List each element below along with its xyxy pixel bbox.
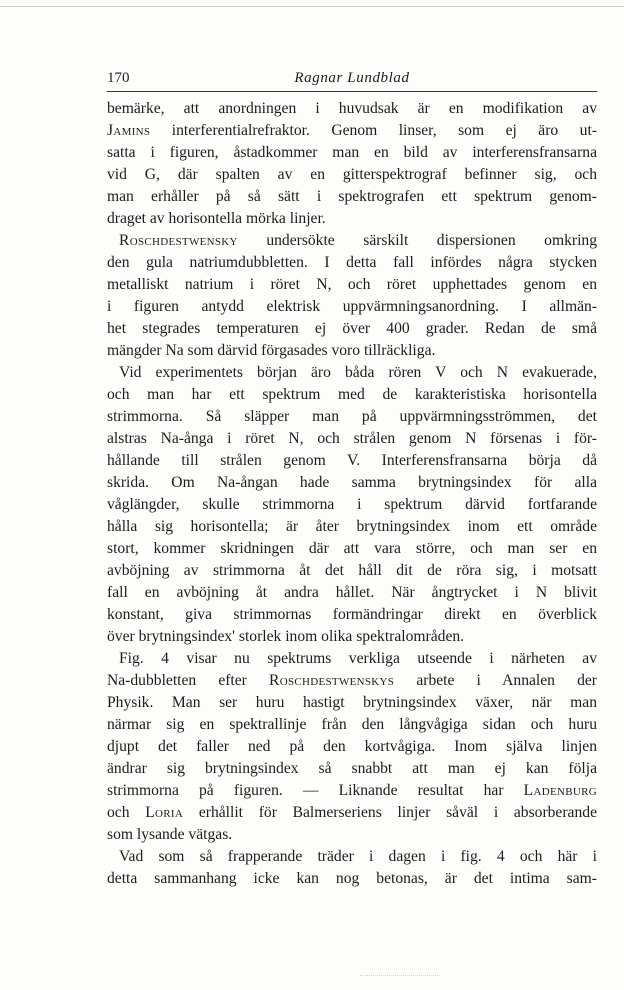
text-line bbox=[107, 472, 597, 494]
text-segment: djupt det faller ned på den kortvågiga. Inom själva linjen bbox=[107, 738, 597, 755]
text-line bbox=[107, 450, 597, 472]
text-line bbox=[107, 428, 597, 450]
text-line bbox=[107, 736, 597, 758]
page-top-edge bbox=[0, 0, 624, 7]
text-line bbox=[107, 340, 597, 362]
text-line bbox=[107, 120, 597, 142]
text-line bbox=[107, 274, 597, 296]
text-line bbox=[107, 142, 597, 164]
text-segment: metalliskt natrium i röret N, och röret upphettades genom en bbox=[107, 276, 597, 293]
text-line bbox=[107, 538, 597, 560]
text-line bbox=[107, 186, 597, 208]
text-line bbox=[107, 868, 597, 890]
text-segment: fall en avböjning åt andra hållet. När ångtrycket i N blivit bbox=[107, 584, 597, 601]
text-segment: bemärke, att anordningen i huvudsak är en modifikation av bbox=[107, 100, 597, 117]
text-line bbox=[107, 824, 597, 846]
text-segment: satta i figuren, åstadkommer man en bild av interferensfransarna bbox=[107, 144, 597, 161]
text-line bbox=[107, 582, 597, 604]
text-segment: som lysande vätgas. bbox=[107, 826, 233, 843]
text-line bbox=[107, 714, 597, 736]
text-line bbox=[107, 692, 597, 714]
text-segment: konstant, giva strimmornas formändringar direkt en överblick bbox=[107, 606, 597, 623]
author-name: Loria bbox=[145, 804, 184, 821]
text-segment: erhållit för Balmerseriens linjer såväl i absorberande bbox=[183, 804, 597, 821]
text-line bbox=[107, 626, 597, 648]
body-text bbox=[107, 98, 597, 890]
text-line bbox=[107, 164, 597, 186]
text-line bbox=[107, 670, 597, 692]
text-segment: mängder Na som därvid förgasades voro tillräckliga. bbox=[107, 342, 436, 359]
text-segment: undersökte särskilt dispersionen omkring bbox=[237, 232, 597, 249]
text-line bbox=[107, 802, 597, 824]
text-line bbox=[107, 208, 597, 230]
text-segment: närmar sig en spektrallinje från den långvågiga sidan och huru bbox=[107, 716, 597, 733]
text-segment: i figuren antydd elektrisk uppvärmningsanordning. I allmän- bbox=[107, 298, 597, 315]
running-title: Ragnar Lundblad bbox=[294, 70, 410, 86]
text-line bbox=[107, 296, 597, 318]
text-segment: detta sammanhang icke kan nog betonas, är det intima sam- bbox=[107, 870, 597, 887]
text-segment: och man har ett spektrum med de karakteristiska horisontella bbox=[107, 386, 597, 403]
text-segment: den gula natriumdubbletten. I detta fall infördes några stycken bbox=[107, 254, 597, 271]
text-segment: stort, kommer skridningen där att vara större, och man ser en bbox=[107, 540, 597, 557]
text-segment: hållande till strålen genom V. Interferensfransarna börja då bbox=[107, 452, 597, 469]
text-line bbox=[107, 362, 597, 384]
text-segment: skrida. Om Na-ångan hade samma brytningsindex för alla bbox=[107, 474, 597, 491]
text-segment: Vad som så frapperande träder i dagen i fig. 4 och här i bbox=[119, 848, 597, 865]
text-segment: arbete i Annalen der bbox=[394, 672, 597, 689]
text-line bbox=[107, 406, 597, 428]
author-name: Jamins bbox=[107, 122, 151, 139]
page-number: 170 bbox=[107, 70, 130, 86]
text-segment: het stegrades temperaturen ej över 400 grader. Redan de små bbox=[107, 320, 597, 337]
text-segment: strimmorna. Så släpper man på uppvärmningsströmmen, det bbox=[107, 408, 597, 425]
text-segment: alstras Na-ånga i röret N, och strålen genom N försenas i för- bbox=[107, 430, 597, 447]
text-line bbox=[107, 230, 597, 252]
running-header bbox=[107, 66, 597, 90]
text-line bbox=[107, 384, 597, 406]
scan-artifact bbox=[360, 975, 440, 977]
text-line bbox=[107, 318, 597, 340]
text-line bbox=[107, 780, 597, 802]
text-segment: Na-dubbletten efter bbox=[107, 672, 269, 689]
text-segment: ändrar sig brytningsindex så snabbt att man ej kan följa bbox=[107, 760, 597, 777]
text-segment: draget av horisontella mörka linjer. bbox=[107, 210, 326, 227]
text-line bbox=[107, 252, 597, 274]
header-rule bbox=[107, 91, 597, 92]
text-segment: vid G, där spalten av en gitterspektrograf befinner sig, och bbox=[107, 166, 597, 183]
text-line bbox=[107, 648, 597, 670]
text-segment: och bbox=[107, 804, 146, 821]
author-name: Roschdestwensky bbox=[119, 232, 238, 249]
text-line bbox=[107, 560, 597, 582]
text-segment: våglängder, skulle strimmorna i spektrum därvid fortfarande bbox=[107, 496, 597, 513]
text-line bbox=[107, 604, 597, 626]
text-segment: avböjning av strimmorna åt det håll dit de röra sig, i motsatt bbox=[107, 562, 597, 579]
text-segment: man erhåller på så sätt i spektrografen ett spektrum genom- bbox=[107, 188, 597, 205]
text-line bbox=[107, 516, 597, 538]
text-segment: Physik. Man ser huru hastigt brytningsindex växer, när man bbox=[107, 694, 597, 711]
text-segment: strimmorna på figuren. — Liknande resultat har bbox=[107, 782, 524, 799]
text-segment: interferentialrefraktor. Genom linser, som ej äro ut- bbox=[150, 122, 597, 139]
author-name: Roschdestwenskys bbox=[269, 672, 395, 689]
text-line bbox=[107, 758, 597, 780]
text-line bbox=[107, 846, 597, 868]
text-segment: hålla sig horisontella; är åter brytningsindex inom ett område bbox=[107, 518, 597, 535]
text-segment: över brytningsindex' storlek inom olika spektralområden. bbox=[107, 628, 465, 645]
text-segment: Vid experimentets början äro båda rören V och N evakuerade, bbox=[119, 364, 597, 381]
text-line bbox=[107, 494, 597, 516]
text-line bbox=[107, 98, 597, 120]
author-name: Ladenburg bbox=[523, 782, 597, 799]
text-segment: Fig. 4 visar nu spektrums verkliga utseende i närheten av bbox=[119, 650, 597, 667]
